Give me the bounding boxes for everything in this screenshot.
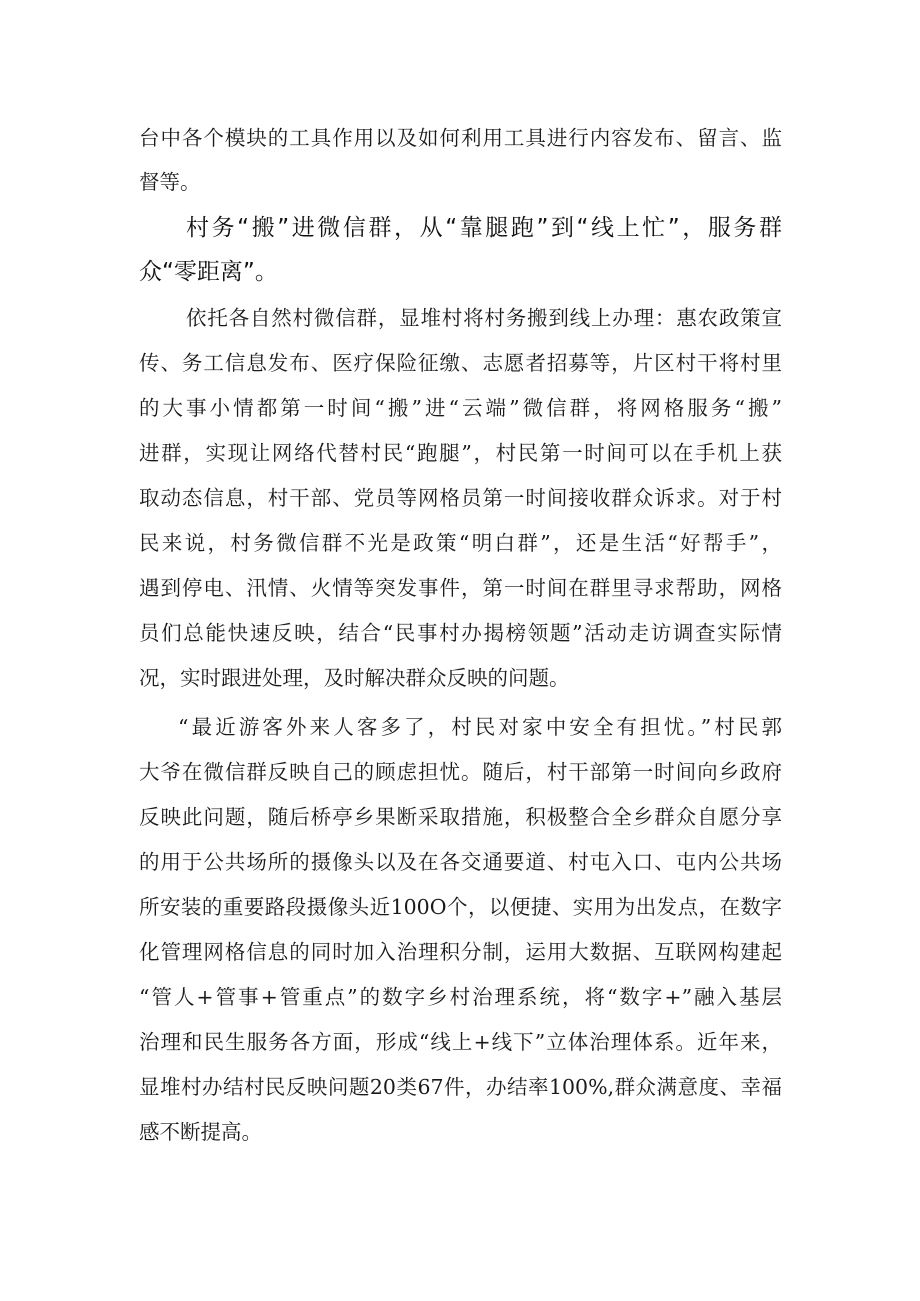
paragraph-2-line-9: 显堆村办结村民反映问题20类67件，办结率100%,群众满意度、幸福: [139, 1075, 782, 1099]
paragraph-1-line-3: 的大事小情都第一时间“搬”进“云端”微信群，将网格服务“搬”: [139, 396, 782, 420]
paragraph-1-line-4: 进群，实现让网络代替村民“跑腿”，村民第一时间可以在手机上获: [139, 441, 782, 465]
paragraph-2-line-8: 治理和民生服务各方面，形成“线上+线下”立体治理体系。近年来，: [139, 1030, 782, 1054]
paragraph-1-line-7: 遇到停电、汛情、火情等突发事件，第一时间在群里寻求帮助，网格: [139, 576, 782, 600]
intro-line-1: 台中各个模块的工具作用以及如何利用工具进行内容发布、留言、监: [139, 126, 782, 150]
paragraph-1-line-8: 员们总能快速反映，结合“民事村办揭榜领题”活动走访调查实际情: [139, 621, 782, 645]
section-heading-line-2: 众“零距离”。: [139, 259, 278, 285]
paragraph-2-line-4: 的用于公共场所的摄像头以及在各交通要道、村屯入口、屯内公共场: [139, 850, 782, 874]
paragraph-2-line-1: “最近游客外来人客多了，村民对家中安全有担忧。”村民郭: [178, 715, 782, 739]
paragraph-2-line-7: “管人+管事+管重点”的数字乡村治理系统，将“数字+”融入基层: [139, 985, 782, 1009]
paragraph-2-line-6: 化管理网格信息的同时加入治理积分制，运用大数据、互联网构建起: [139, 940, 782, 964]
intro-line-2: 督等。: [139, 170, 201, 194]
paragraph-1-line-1: 依托各自然村微信群，显堆村将村务搬到线上办理：惠农政策宣: [186, 306, 782, 330]
paragraph-1-line-9: 况，实时跟进处理，及时解决群众反映的问题。: [139, 666, 570, 690]
paragraph-2-line-10: 感不断提高。: [139, 1120, 262, 1144]
section-heading-line-1: 村务“搬”进微信群，从“靠腿跑”到“线上忙”，服务群: [186, 215, 782, 241]
paragraph-1-line-2: 传、务工信息发布、医疗保险征缴、志愿者招募等，片区村干将村里: [139, 351, 782, 375]
paragraph-2-line-3: 反映此问题，随后桥亭乡果断采取措施，积极整合全乡群众自愿分享: [139, 805, 782, 829]
paragraph-1-line-5: 取动态信息，村干部、党员等网格员第一时间接收群众诉求。对于村: [139, 486, 782, 510]
paragraph-1-line-6: 民来说，村务微信群不光是政策“明白群”，还是生活“好帮手”，: [139, 531, 782, 555]
paragraph-2-line-2: 大爷在微信群反映自己的顾虑担忧。随后，村干部第一时间向乡政府: [139, 760, 782, 784]
paragraph-2-line-5: 所安装的重要路段摄像头近100O个，以便捷、实用为出发点，在数字: [139, 895, 782, 919]
